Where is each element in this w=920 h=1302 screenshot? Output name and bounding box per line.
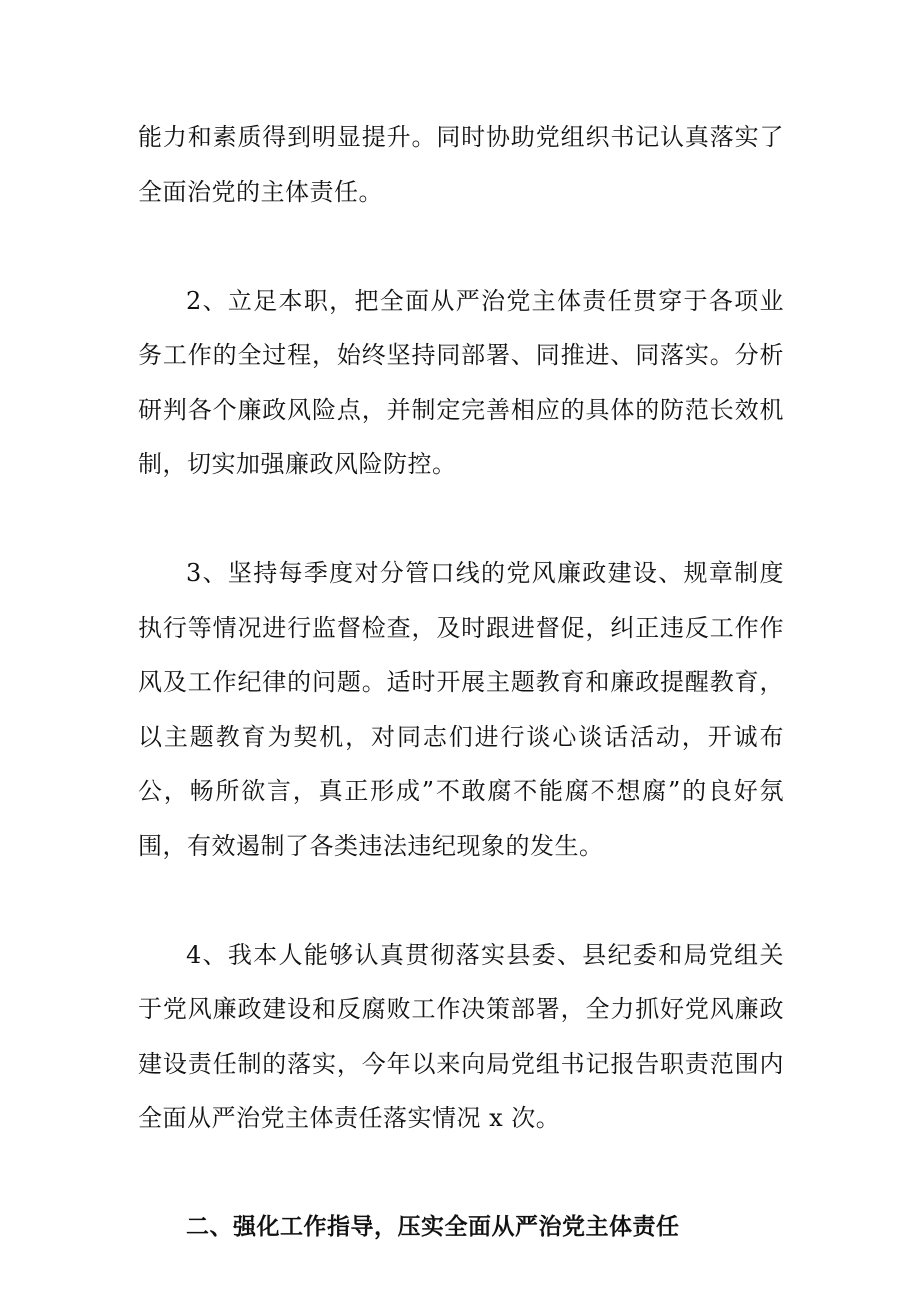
paragraph-continuation: 能力和素质得到明显提升。同时协助党组织书记认真落实了全面治党的主体责任。 [138,123,784,206]
paragraph-item-4: 4、我本人能够认真贯彻落实县委、县纪委和局党组关于党风廉政建设和反腐败工作决策部署，全力抓好党风廉政建设责任制的落实，今年以来向局党组书记报告职责范围内全面从严治党主体责任落实情况 x 次。 [138,940,784,1132]
document-body [138,110,784,1255]
paragraph-item-3: 3、坚持每季度对分管口线的党风廉政建设、规章制度执行等情况进行监督检查，及时跟进督促，纠正违反工作作风及工作纪律的问题。适时开展主题教育和廉政提醒教育，以主题教育为契机，对同志们进行谈心谈话活动，开诚布公，畅所欲言，真正形成”不敢腐不能腐不想腐”的良好氛围，有效遏制了各类违法违纪现象的发生。 [138,559,784,860]
paragraph-item-2: 2、立足本职，把全面从严治党主体责任贯穿于各项业务工作的全过程，始终坚持同部署、同推进、同落实。分析研判各个廉政风险点，并制定完善相应的具体的防范长效机制，切实加强廉政风险防控。 [138,286,784,478]
section-heading: 二、强化工作指导，压实全面从严治党主体责任 [186,1214,680,1240]
